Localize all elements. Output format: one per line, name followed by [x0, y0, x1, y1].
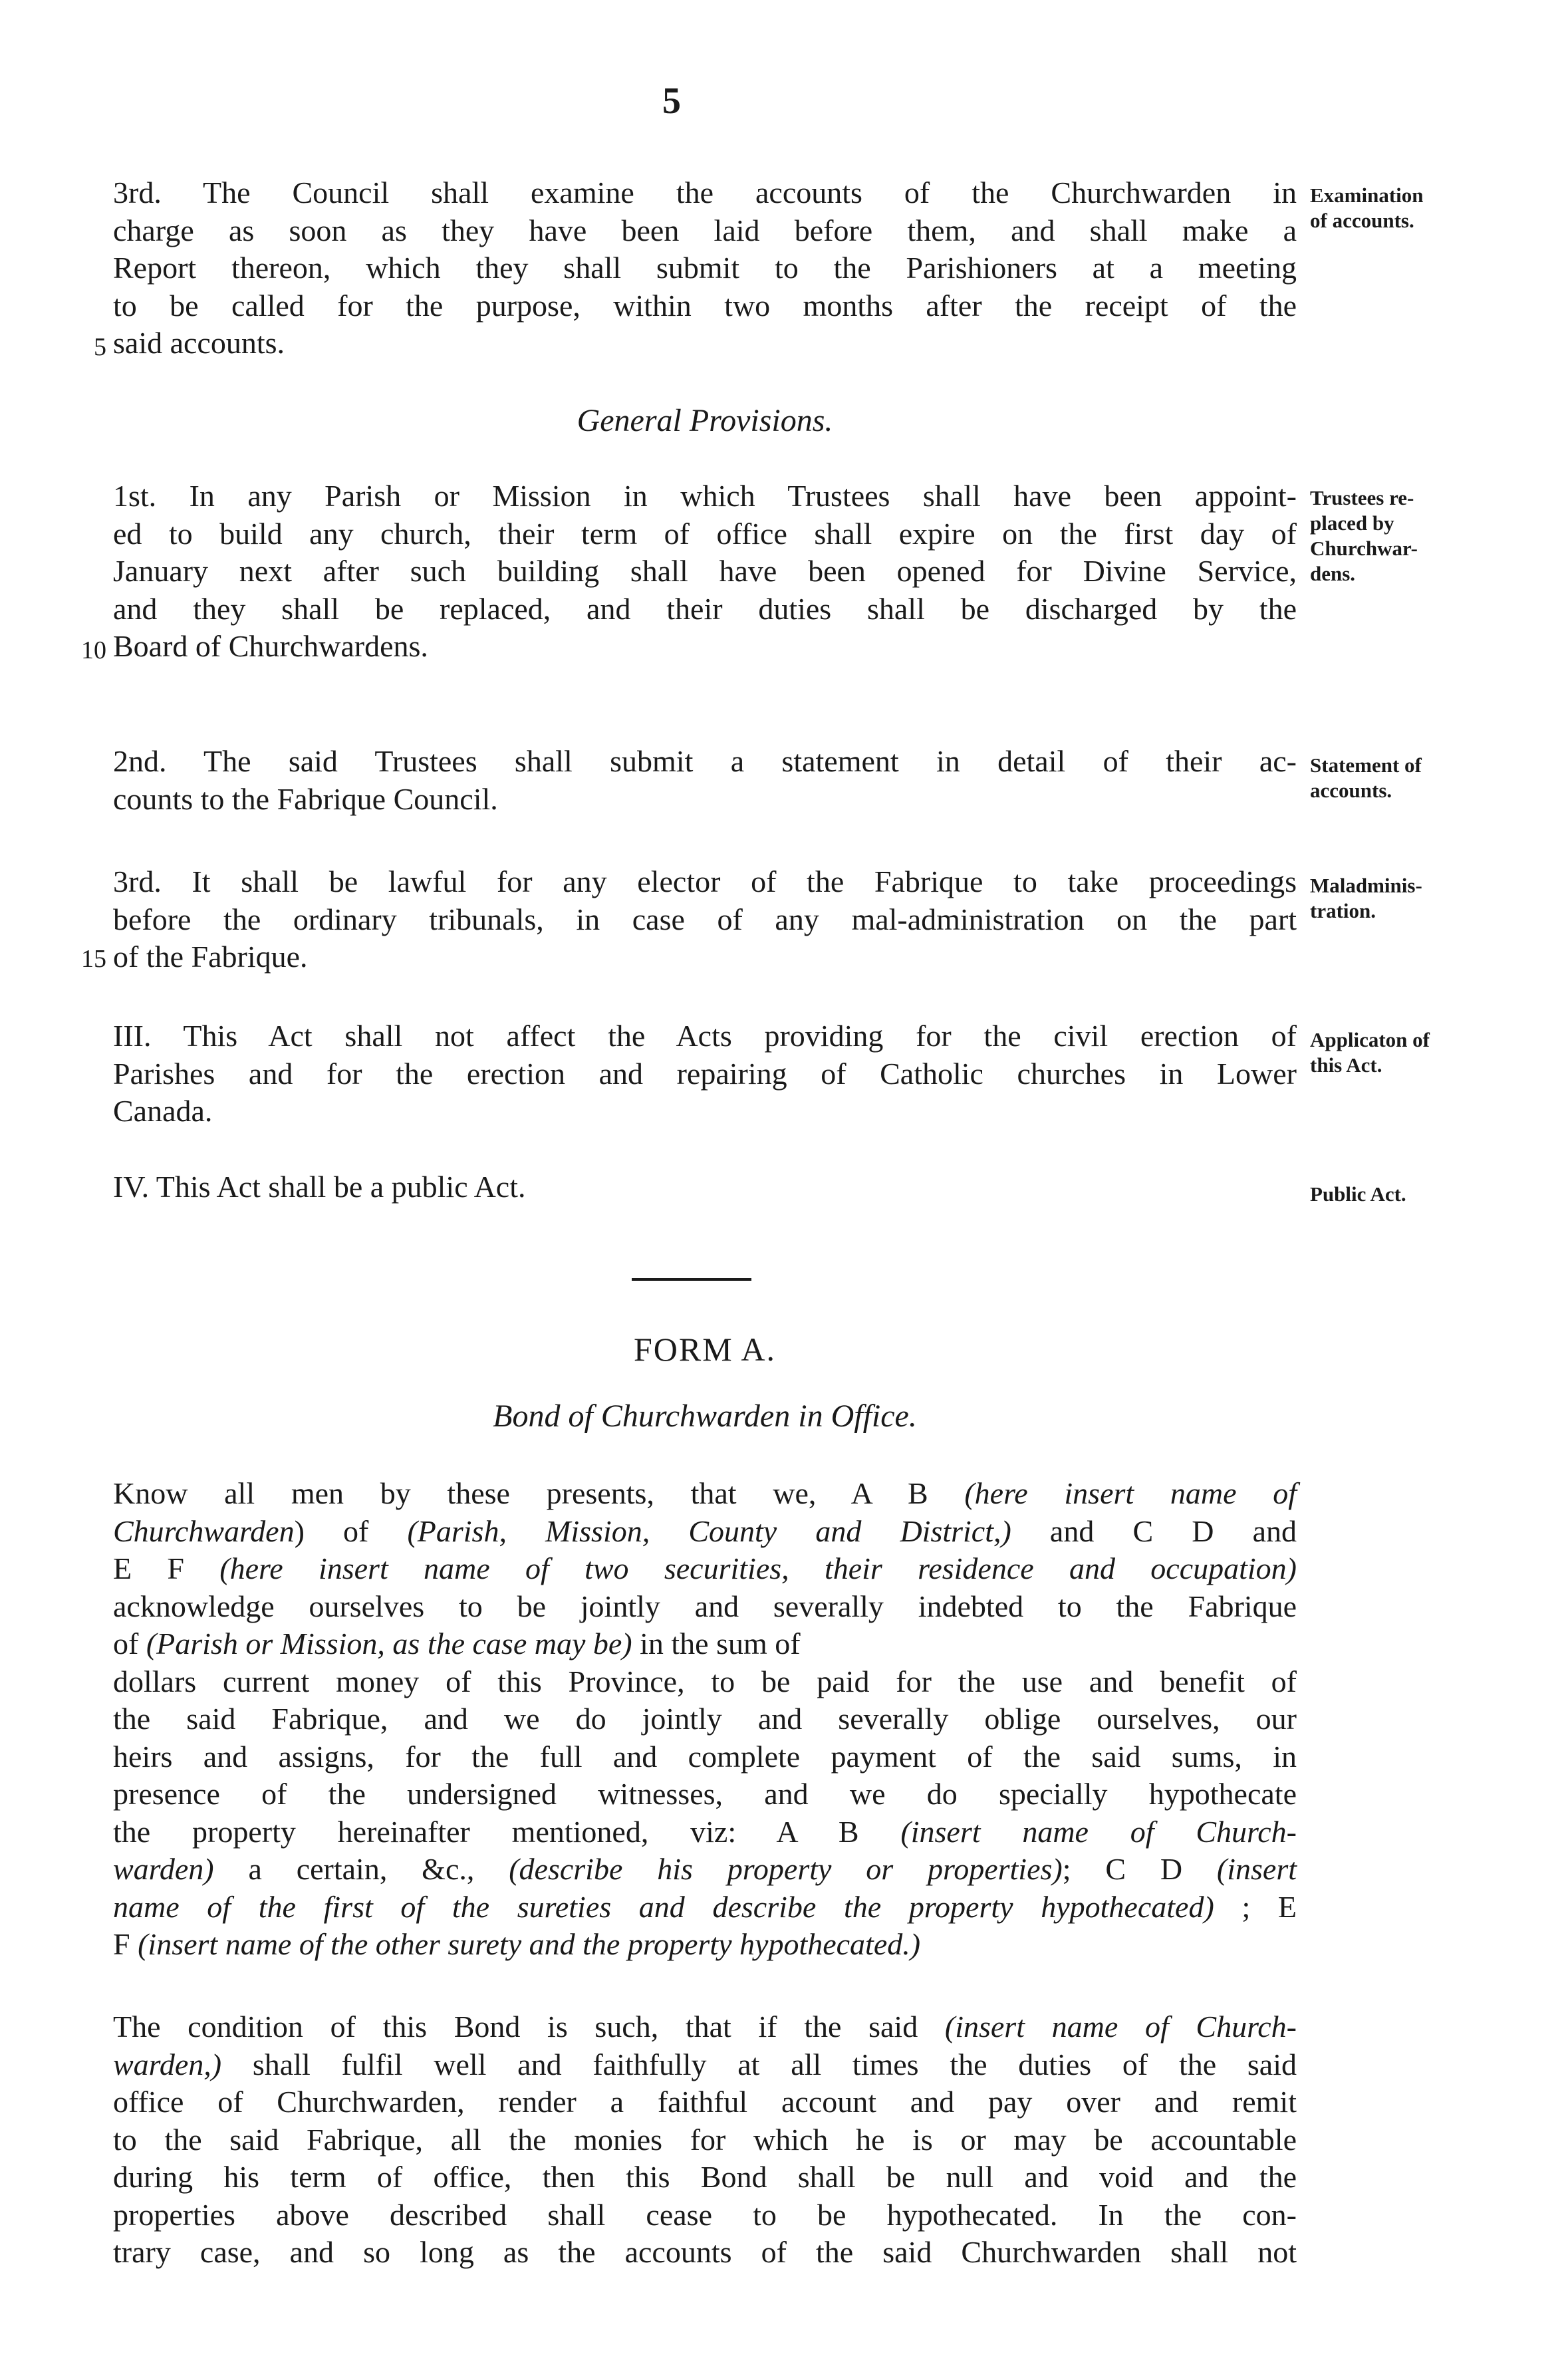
section-divider [632, 1278, 751, 1281]
text-run: trary case, and so long as the accounts of the said Churchwarden shall not [113, 2235, 1297, 2269]
text-line [113, 1625, 1297, 1663]
text-run: a certain, &c., [213, 1852, 509, 1886]
condition-paragraph [113, 2008, 1297, 2272]
text-run: office of Churchwarden, render a faithful account and pay over and remit [113, 2085, 1297, 2119]
trustees-paragraph [113, 477, 1297, 666]
text-line: IV. This Act shall be a public Act. [113, 1170, 526, 1204]
text-run: the said Fabrique, and we do jointly and severally oblige ourselves, our [113, 1702, 1297, 1736]
margin-note-line: Maladminis- [1310, 874, 1422, 897]
margin-note-statement [1310, 753, 1509, 803]
italic-run: (insert name of the other surety and the property hypothecated.) [138, 1927, 921, 1961]
italic-run: warden) [113, 1852, 214, 1886]
margin-note-line: this Act. [1310, 1053, 1382, 1077]
text-line: of the Fabrique. [113, 940, 308, 974]
text-line [113, 1889, 1297, 1926]
margin-note-line: Public Act. [1310, 1182, 1406, 1206]
text-run: of [113, 1627, 146, 1660]
text-line [113, 1813, 1297, 1851]
margin-note-line: dens. [1310, 562, 1356, 585]
text-line: 3rd. The Council shall examine the accounts of the Churchwarden in [113, 176, 1297, 209]
text-line [113, 1475, 1297, 1513]
line-number: 5 [94, 333, 106, 361]
text-run: ) of [294, 1514, 408, 1548]
text-line [113, 2121, 1297, 2159]
text-line [113, 2159, 1297, 2196]
text-line: charge as soon as they have been laid before them, and shall make a [113, 213, 1297, 247]
text-run: during his term of office, then this Bond shall be null and void and the [113, 2160, 1297, 2194]
margin-note-line: accounts. [1310, 779, 1392, 802]
text-line [113, 2008, 1297, 2046]
maladministration-paragraph [113, 863, 1297, 976]
margin-note-line: tration. [1310, 899, 1376, 922]
margin-note-application [1310, 1027, 1509, 1078]
text-line: counts to the Fabrique Council. [113, 781, 498, 816]
form-a-title: FORM A. [633, 1331, 777, 1368]
italic-run: (describe his property or properties) [509, 1852, 1063, 1886]
text-run: ; C D [1062, 1852, 1217, 1886]
margin-note-line: Examination [1310, 184, 1424, 207]
public-act-paragraph [113, 1168, 1297, 1206]
statement-paragraph [113, 743, 1297, 818]
page-number: 5 [662, 80, 681, 122]
text-run: E F [113, 1551, 220, 1585]
text-line: Report thereon, which they shall submit to the Parishioners at a meeting [113, 251, 1297, 285]
italic-run: warden,) [113, 2047, 222, 2081]
text-line [113, 2234, 1297, 2272]
text-line [113, 1550, 1297, 1588]
application-paragraph [113, 1017, 1297, 1130]
margin-note-examination [1310, 183, 1509, 233]
text-line [113, 1851, 1297, 1889]
line-number: 15 [81, 945, 106, 973]
text-line [113, 1588, 1297, 1626]
text-run: and C D and [1011, 1514, 1297, 1548]
bond-paragraph [113, 1475, 1297, 1964]
text-line [113, 1513, 1297, 1551]
text-run: dollars current money of this Province, to be paid for the use and benefit of [113, 1664, 1297, 1698]
text-run: F [113, 1927, 138, 1961]
text-line [113, 2083, 1297, 2121]
margin-note-public-act [1310, 1182, 1509, 1207]
italic-run: (here insert name of [964, 1476, 1297, 1510]
text-line [113, 1926, 1297, 1964]
margin-note-line: of accounts. [1310, 209, 1414, 232]
italic-run: Churchwarden [113, 1514, 295, 1548]
text-run: Know all men by these presents, that we, A B [113, 1476, 965, 1510]
margin-note-line: Trustees re- [1310, 486, 1414, 509]
text-line [113, 1738, 1297, 1776]
text-run: in the sum of [632, 1627, 801, 1660]
text-run: the property hereinafter mentioned, viz: A B [113, 1814, 901, 1849]
text-line: Board of Churchwardens. [113, 629, 428, 663]
text-line: January next after such building shall have been opened for Divine Service, [113, 554, 1297, 588]
text-line [113, 2196, 1297, 2234]
text-line [113, 1700, 1297, 1738]
text-run: properties above described shall cease to be hypothecated. In the con- [113, 2197, 1297, 2232]
text-line: said accounts. [113, 326, 285, 360]
text-run: heirs and assigns, for the full and complete payment of the said sums, in [113, 1739, 1297, 1774]
text-line [113, 1663, 1297, 1701]
text-run: presence of the undersigned witnesses, and we do specially hypothecate [113, 1777, 1297, 1811]
italic-run: (insert [1216, 1852, 1297, 1886]
text-line: ed to build any church, their term of office shall expire on the first day of [113, 516, 1297, 551]
margin-note-line: Statement of [1310, 753, 1422, 777]
text-line: and they shall be replaced, and their duties shall be discharged by the [113, 591, 1297, 626]
text-line [113, 1776, 1297, 1813]
text-line: before the ordinary tribunals, in case of any mal-administration on the part [113, 902, 1297, 936]
text-run: acknowledge ourselves to be jointly and severally indebted to the Fabrique [113, 1589, 1297, 1623]
italic-run: (Parish, Mission, County and District,) [407, 1514, 1011, 1548]
italic-run: (Parish or Mission, as the case may be) [146, 1627, 632, 1660]
text-line: 3rd. It shall be lawful for any elector of the Fabrique to take proceedings [113, 864, 1297, 898]
text-line: to be called for the purpose, within two months after the receipt of the [113, 288, 1297, 323]
text-run: The condition of this Bond is such, that if the said [113, 2010, 945, 2044]
text-run: ; E [1214, 1889, 1297, 1924]
text-line: Canada. [113, 1094, 213, 1128]
text-line: 2nd. The said Trustees shall submit a statement in detail of their ac- [113, 744, 1297, 778]
text-line: III. This Act shall not affect the Acts providing for the civil erection of [113, 1019, 1297, 1053]
italic-run: name of the first of the sureties and describe the property hypothecated) [113, 1889, 1214, 1924]
margin-note-line: placed by [1310, 511, 1394, 535]
line-number: 10 [81, 636, 106, 664]
margin-note-trustees [1310, 485, 1509, 587]
text-line [113, 2046, 1297, 2084]
text-line: 1st. In any Parish or Mission in which Trustees shall have been appoint- [113, 479, 1297, 513]
italic-run: (insert name of Church- [944, 2010, 1297, 2044]
examination-paragraph [113, 174, 1297, 362]
margin-note-line: Churchwar- [1310, 537, 1418, 560]
form-a-subtitle: Bond of Churchwarden in Office. [493, 1398, 917, 1434]
margin-note-maladministration [1310, 873, 1509, 924]
italic-run: (here insert name of two securities, their residence and occupation) [219, 1551, 1297, 1585]
text-run: to the said Fabrique, all the monies for which he is or may be accountable [113, 2122, 1297, 2157]
general-provisions-heading: General Provisions. [577, 403, 833, 438]
text-line: Parishes and for the erection and repairing of Catholic churches in Lower [113, 1056, 1297, 1091]
italic-run: (insert name of Church- [900, 1814, 1297, 1849]
text-run: shall fulfil well and faithfully at all times the duties of the said [221, 2047, 1297, 2081]
margin-note-line: Applicaton of [1310, 1028, 1430, 1051]
